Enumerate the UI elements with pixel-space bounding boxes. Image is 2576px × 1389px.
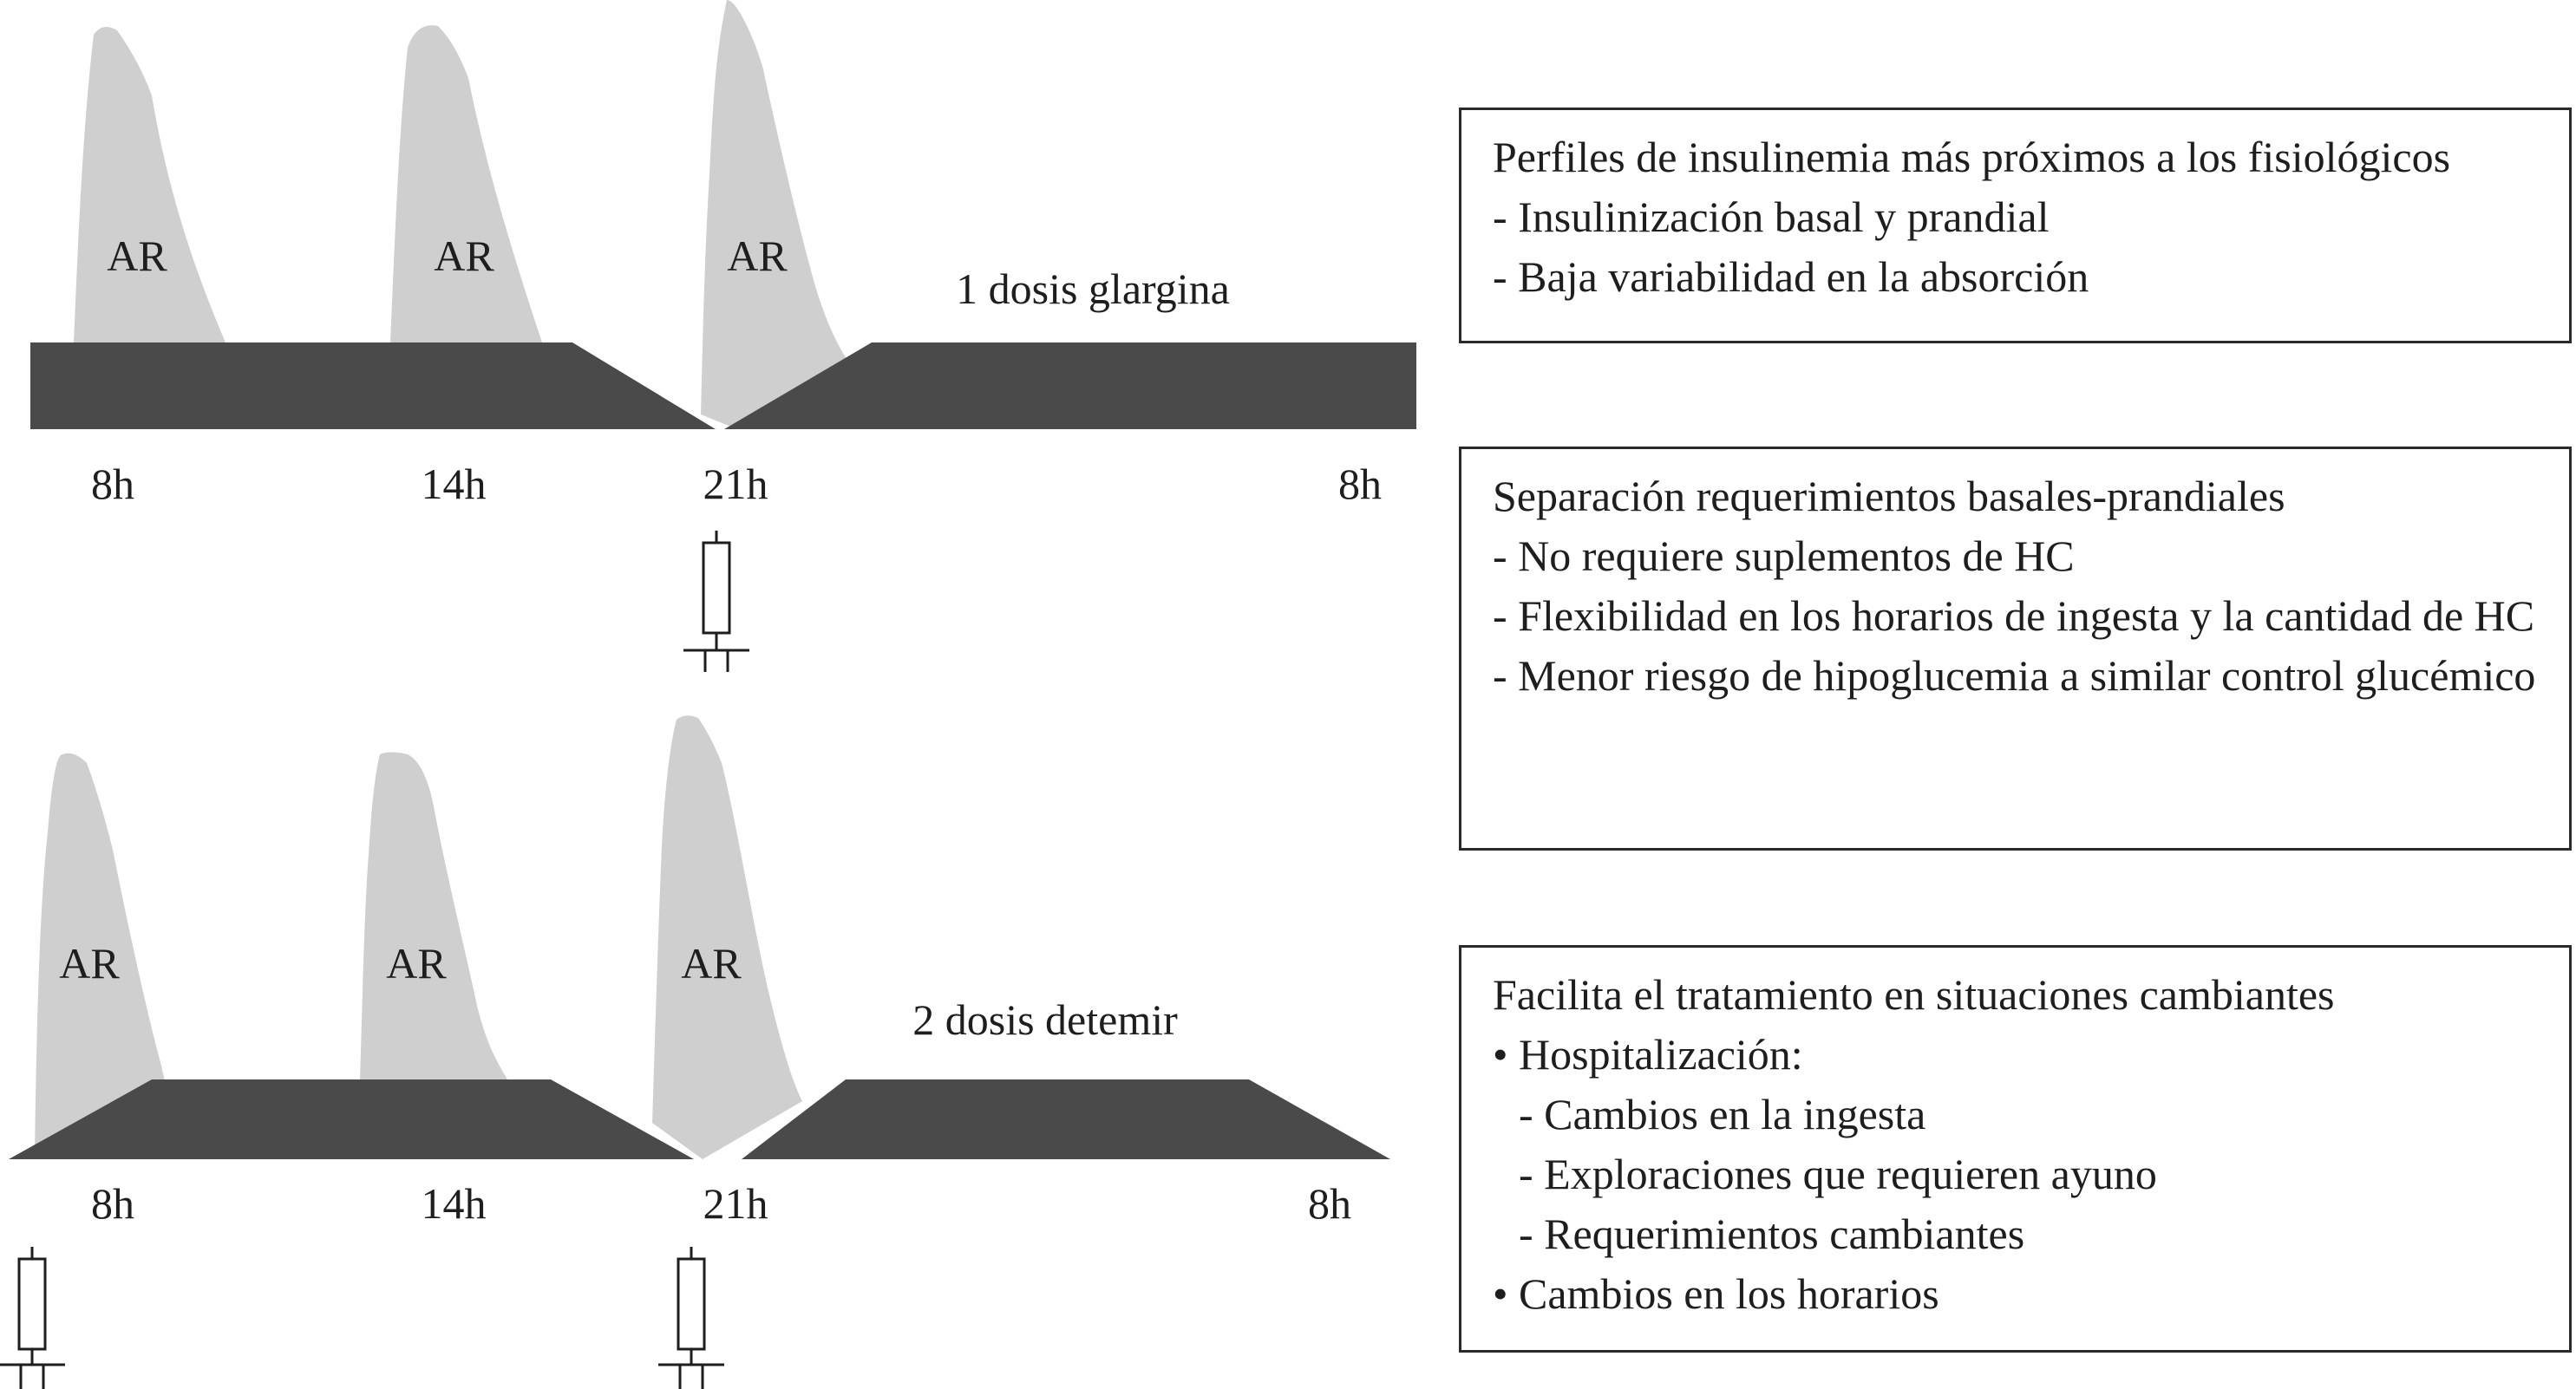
time-label: 8h — [91, 460, 134, 508]
list-item: - Menor riesgo de hipoglucemia a similar control glucémico — [1493, 651, 2536, 700]
rapid-insulin-peak — [701, 0, 850, 429]
rapid-insulin-peak — [390, 25, 542, 342]
peak-label: AR — [107, 232, 167, 280]
peak-label: AR — [727, 232, 788, 280]
box-title: Facilita el tratamiento en situaciones cambiantes — [1493, 970, 2335, 1019]
list-item: - Insulinización basal y prandial — [1493, 192, 2050, 241]
list-item: - Flexibilidad en los horarios de ingesta y la cantidad de HC — [1493, 591, 2535, 640]
syringe-icon — [658, 1247, 724, 1389]
syringe-icon — [0, 1247, 65, 1389]
box-physiologic-profiles — [1459, 108, 2572, 343]
sub-item: - Cambios en la ingesta — [1519, 1090, 1926, 1138]
time-label: 8h — [91, 1179, 134, 1228]
box-basal-prandial-separation — [1459, 447, 2572, 851]
rapid-insulin-peak — [74, 27, 226, 342]
time-label: 8h — [1308, 1179, 1351, 1228]
basal-insulin-band — [742, 1079, 1390, 1159]
rapid-insulin-peak — [360, 753, 507, 1080]
time-label: 8h — [1338, 460, 1382, 508]
sub-item: - Requerimientos cambiantes — [1519, 1210, 2025, 1258]
time-label: 21h — [703, 460, 768, 508]
list-item: - Baja variabilidad en la absorción — [1493, 252, 2089, 301]
sub-item: - Exploraciones que requieren ayuno — [1519, 1150, 2157, 1198]
rapid-insulin-peak — [652, 715, 802, 1159]
box-title: Separación requerimientos basales-prandiales — [1493, 472, 2285, 520]
basal-insulin-band — [30, 342, 716, 429]
peak-label: AR — [59, 939, 120, 988]
dose-label: 1 dosis glargina — [956, 264, 1230, 313]
time-label: 14h — [421, 1179, 487, 1228]
bullet-item: • Hospitalización: — [1493, 1030, 1803, 1079]
box-title: Perfiles de insulinemia más próximos a los fisiológicos — [1493, 133, 2451, 181]
bullet-item: • Cambios en los horarios — [1493, 1269, 1939, 1318]
diagram-glargina — [30, 0, 1416, 672]
dose-label: 2 dosis detemir — [912, 995, 1178, 1044]
peak-label: AR — [386, 939, 447, 988]
time-label: 14h — [421, 460, 487, 508]
diagram-detemir — [0, 715, 1390, 1389]
syringe-icon — [683, 531, 749, 672]
list-item: - No requiere suplementos de HC — [1493, 531, 2075, 580]
time-label: 21h — [703, 1179, 768, 1228]
peak-label: AR — [434, 232, 494, 280]
box-changing-situations — [1459, 945, 2572, 1353]
peak-label: AR — [681, 939, 742, 988]
